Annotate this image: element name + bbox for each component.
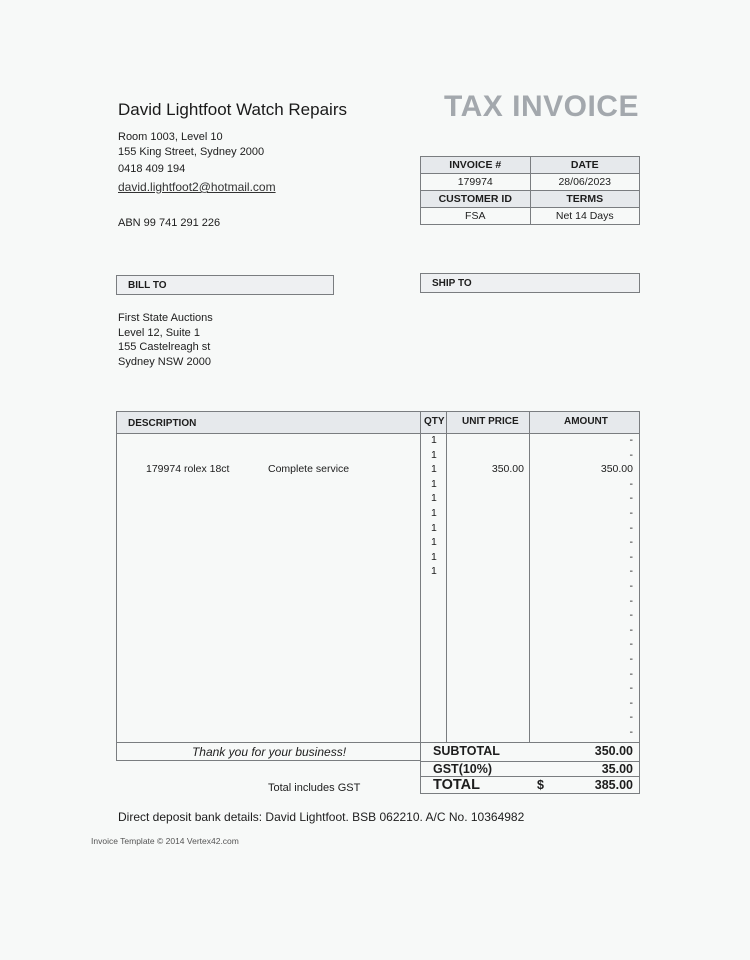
invoice-title: TAX INVOICE [444, 90, 639, 123]
gst-value: 35.00 [601, 762, 633, 776]
company-name: David Lightfoot Watch Repairs [118, 100, 347, 119]
bill-to-address [118, 311, 213, 369]
item-amount: - [629, 536, 633, 549]
subtotal-label: SUBTOTAL [433, 744, 500, 758]
item-detail: Complete service [268, 463, 350, 476]
gst-label: GST(10%) [433, 762, 493, 776]
item-amount: - [629, 667, 633, 680]
item-unit-price: 350.00 [491, 463, 524, 476]
amount-header: AMOUNT [564, 416, 608, 427]
item-qty: 1 [431, 477, 437, 490]
bill-to-line: First State Auctions [118, 312, 213, 324]
item-qty: 1 [431, 463, 437, 476]
item-amount: - [629, 448, 633, 461]
item-qty: 1 [431, 521, 437, 534]
customer-id: FSA [421, 208, 531, 225]
item-amount: - [629, 521, 633, 534]
totals-box [420, 742, 640, 794]
bank-details: Direct deposit bank details: David Lightfoot. BSB 062210. A/C No. 10364982 [118, 810, 525, 824]
item-qty: 1 [431, 536, 437, 549]
ship-to-header: SHIP TO [420, 273, 640, 293]
currency-symbol: $ [537, 778, 544, 792]
gst-note: Total includes GST [268, 782, 361, 794]
item-qty: 1 [431, 448, 437, 461]
column-divider [420, 412, 421, 743]
item-amount: 350.00 [600, 463, 633, 476]
thank-you-message: Thank you for your business! [191, 745, 347, 759]
item-amount: - [629, 565, 633, 578]
customer-id-label: CUSTOMER ID [421, 191, 531, 208]
bill-to-line: 155 Castelreagh st [118, 341, 211, 353]
item-amount: - [629, 726, 633, 738]
item-amount: - [629, 434, 633, 446]
unit-price-header: UNIT PRICE [462, 416, 519, 427]
invoice-info-table [420, 156, 640, 225]
item-qty: 1 [431, 565, 437, 578]
description-header: DESCRIPTION [128, 418, 197, 429]
item-amount: - [629, 609, 633, 622]
terms: Net 14 Days [530, 208, 640, 225]
invoice-date: 28/06/2023 [530, 174, 640, 191]
company-abn: ABN 99 741 291 226 [118, 217, 221, 229]
company-address-line2: 155 King Street, Sydney 2000 [118, 146, 265, 158]
item-amount: - [629, 623, 633, 636]
item-amount: - [629, 550, 633, 563]
subtotal-value: 350.00 [594, 744, 633, 758]
total-value: 385.00 [594, 778, 633, 792]
item-qty: 1 [431, 550, 437, 563]
item-qty: 1 [431, 434, 437, 446]
item-amount: - [629, 653, 633, 665]
item-amount: - [629, 492, 633, 505]
bill-to-line: Level 12, Suite 1 [118, 326, 200, 339]
column-divider [446, 412, 447, 743]
item-amount: - [629, 696, 633, 709]
date-label: DATE [530, 157, 640, 174]
bill-to-header: BILL TO [116, 275, 334, 295]
column-divider [529, 412, 530, 743]
company-address-line1: Room 1003, Level 10 [118, 131, 223, 143]
item-amount: - [629, 507, 633, 519]
item-amount: - [629, 594, 633, 607]
item-qty: 1 [431, 507, 437, 519]
item-amount: - [629, 580, 633, 592]
item-amount: - [629, 477, 633, 490]
template-credit: Invoice Template © 2014 Vertex42.com [91, 836, 239, 846]
item-amount: - [629, 711, 633, 724]
invoice-number: 179974 [421, 174, 531, 191]
item-qty: 1 [431, 492, 437, 505]
item-amount: - [629, 638, 633, 651]
company-phone: 0418 409 194 [118, 163, 186, 175]
terms-label: TERMS [530, 191, 640, 208]
item-amount: - [629, 682, 633, 695]
bill-to-line: Sydney NSW 2000 [118, 355, 211, 368]
company-email-link[interactable]: david.lightfoot2@hotmail.com [118, 180, 276, 194]
qty-header: QTY [424, 416, 445, 427]
invoice-number-label: INVOICE # [421, 157, 531, 174]
line-items-table [116, 411, 640, 761]
total-label: TOTAL [433, 777, 480, 793]
subtotal-row [421, 744, 639, 760]
item-description: 179974 rolex 18ct [146, 463, 230, 476]
total-row [421, 776, 639, 795]
